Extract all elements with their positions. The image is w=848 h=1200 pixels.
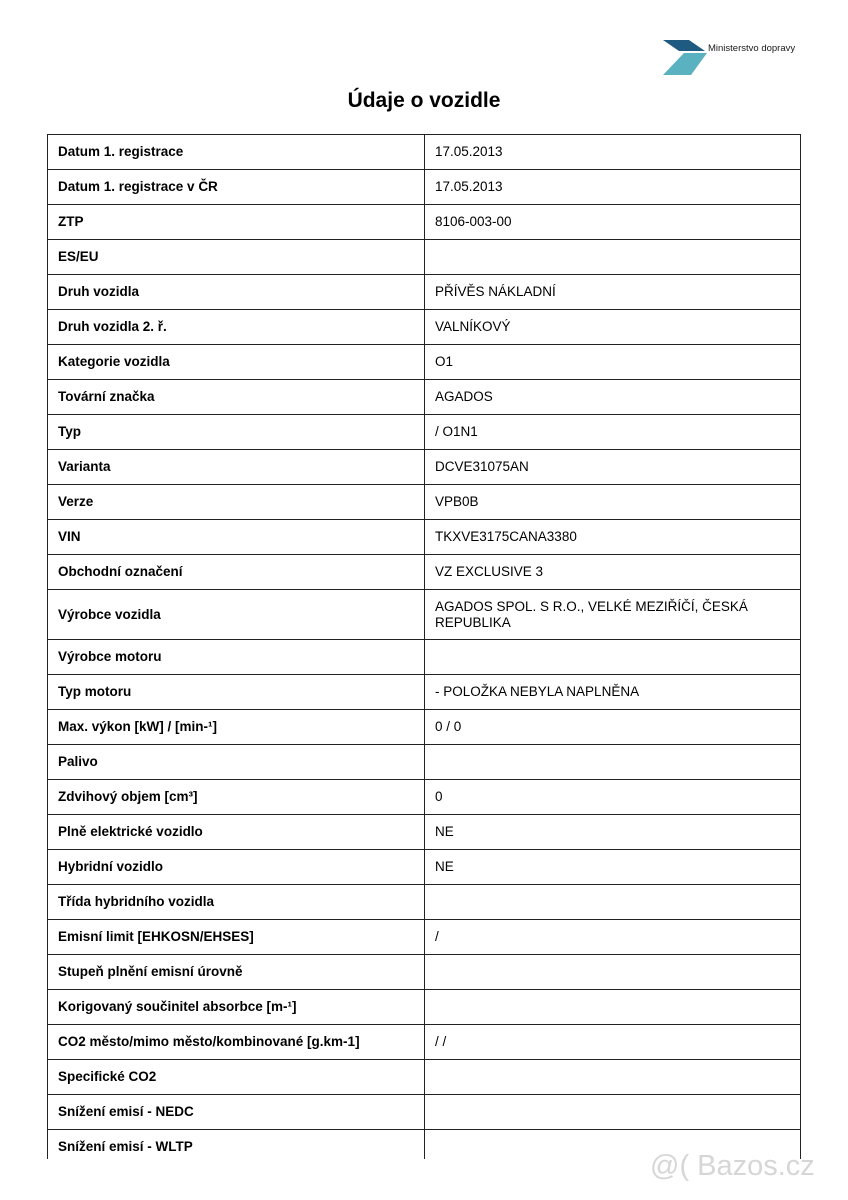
row-label: Třída hybridního vozidla [48, 885, 425, 920]
row-value: NE [425, 815, 801, 850]
row-label: Druh vozidla 2. ř. [48, 310, 425, 345]
row-label: Obchodní označení [48, 555, 425, 590]
row-label: Korigovaný součinitel absorbce [m-¹] [48, 990, 425, 1025]
row-label: Datum 1. registrace v ČR [48, 170, 425, 205]
row-value: / / [425, 1025, 801, 1060]
row-value: O1 [425, 345, 801, 380]
row-label: Zdvihový objem [cm³] [48, 780, 425, 815]
table-row [48, 780, 801, 815]
row-label: Typ [48, 415, 425, 450]
row-value: / [425, 920, 801, 955]
table-row [48, 675, 801, 710]
row-label: ZTP [48, 205, 425, 240]
table-row [48, 885, 801, 920]
row-label: VIN [48, 520, 425, 555]
table-row [48, 555, 801, 590]
bazos-watermark: @( Bazos.cz [650, 1150, 815, 1182]
row-value: VALNÍKOVÝ [425, 310, 801, 345]
row-value: / O1N1 [425, 415, 801, 450]
row-label: Max. výkon [kW] / [min-¹] [48, 710, 425, 745]
row-value [425, 955, 801, 990]
row-value: TKXVE3175CANA3380 [425, 520, 801, 555]
vehicle-data-table-wrapper [47, 134, 801, 1159]
row-value [425, 745, 801, 780]
table-row [48, 1095, 801, 1130]
row-label: Výrobce motoru [48, 640, 425, 675]
row-label: ES/EU [48, 240, 425, 275]
row-label: Datum 1. registrace [48, 135, 425, 170]
table-row [48, 590, 801, 640]
table-row [48, 815, 801, 850]
table-row [48, 380, 801, 415]
row-value [425, 1095, 801, 1130]
row-label: CO2 město/mimo město/kombinované [g.km-1] [48, 1025, 425, 1060]
row-value: PŘÍVĚS NÁKLADNÍ [425, 275, 801, 310]
table-row [48, 955, 801, 990]
table-row [48, 135, 801, 170]
row-label: Specifické CO2 [48, 1060, 425, 1095]
row-value [425, 240, 801, 275]
table-row [48, 850, 801, 885]
ministry-logo-text: Ministerstvo dopravy [708, 43, 796, 54]
table-row [48, 990, 801, 1025]
row-value: VPB0B [425, 485, 801, 520]
table-row [48, 275, 801, 310]
row-label: Emisní limit [EHKOSN/EHSES] [48, 920, 425, 955]
table-row [48, 205, 801, 240]
row-value [425, 640, 801, 675]
row-label: Tovární značka [48, 380, 425, 415]
row-label: Varianta [48, 450, 425, 485]
table-row [48, 710, 801, 745]
page-title: Údaje o vozidle [347, 89, 501, 112]
table-row [48, 920, 801, 955]
table-row [48, 520, 801, 555]
table-row [48, 415, 801, 450]
row-value: 17.05.2013 [425, 135, 801, 170]
row-value: 0 / 0 [425, 710, 801, 745]
row-value: 0 [425, 780, 801, 815]
row-label: Snížení emisí - NEDC [48, 1095, 425, 1130]
table-row [48, 1060, 801, 1095]
row-label: Výrobce vozidla [48, 590, 425, 640]
table-row [48, 170, 801, 205]
row-value: VZ EXCLUSIVE 3 [425, 555, 801, 590]
row-value: AGADOS [425, 380, 801, 415]
table-row [48, 240, 801, 275]
row-value [425, 990, 801, 1025]
row-label: Snížení emisí - WLTP [48, 1130, 425, 1160]
table-row [48, 345, 801, 380]
row-value: 17.05.2013 [425, 170, 801, 205]
row-value: NE [425, 850, 801, 885]
row-value [425, 1060, 801, 1095]
table-row [48, 485, 801, 520]
row-label: Palivo [48, 745, 425, 780]
row-value: DCVE31075AN [425, 450, 801, 485]
table-row [48, 640, 801, 675]
row-value: 8106-003-00 [425, 205, 801, 240]
table-row [48, 450, 801, 485]
row-label: Hybridní vozidlo [48, 850, 425, 885]
row-label: Kategorie vozidla [48, 345, 425, 380]
row-label: Druh vozidla [48, 275, 425, 310]
table-row [48, 1025, 801, 1060]
row-label: Stupeň plnění emisní úrovně [48, 955, 425, 990]
ministry-logo-icon [663, 40, 707, 76]
row-value: AGADOS SPOL. S R.O., VELKÉ MEZIŘÍČÍ, ČESKÁ REPUBLIKA [425, 590, 801, 640]
row-label: Plně elektrické vozidlo [48, 815, 425, 850]
table-row [48, 745, 801, 780]
row-value: - POLOŽKA NEBYLA NAPLNĚNA [425, 675, 801, 710]
row-label: Typ motoru [48, 675, 425, 710]
vehicle-data-table [47, 134, 801, 1159]
table-row [48, 310, 801, 345]
row-label: Verze [48, 485, 425, 520]
row-value [425, 885, 801, 920]
